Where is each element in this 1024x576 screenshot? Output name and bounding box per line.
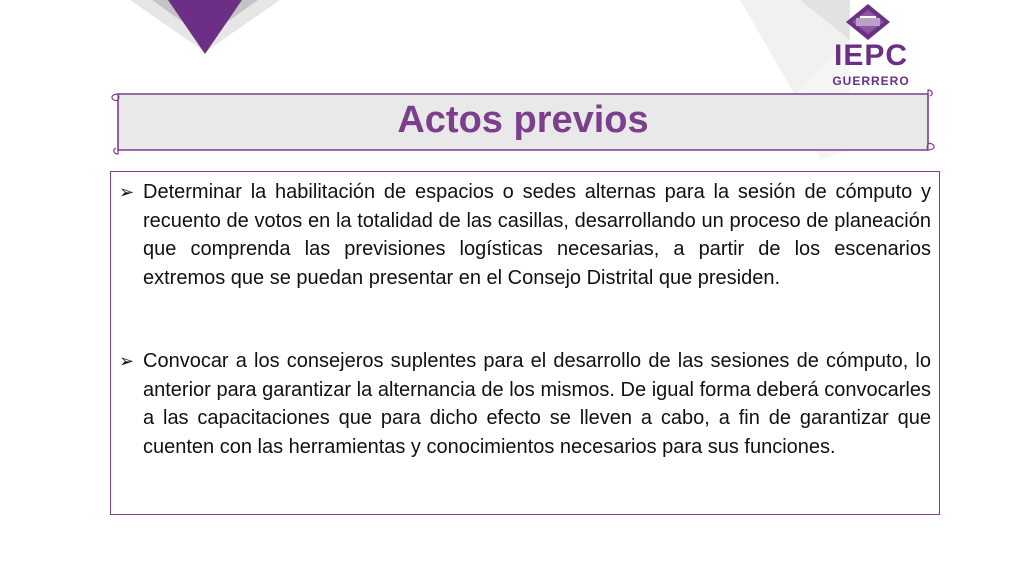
bullet-item (119, 178, 931, 292)
arrow-bullet-icon: ➢ (119, 182, 135, 202)
iepc-emblem-icon (842, 2, 894, 42)
bullet-item (119, 347, 931, 461)
logo-name: IEPC (833, 39, 909, 72)
bullet-text: Convocar a los consejeros suplentes para el desarrollo de las sesiones de cómputo, lo anterior para garantizar la alternancia de los mismos. De igual forma deberá convocarles a las capacitaciones que para dicho efecto se lleven a cabo, a fin de garantizar que cuenten con las herramientas y conocimientos necesarios para sus funciones. (143, 350, 931, 458)
logo-subtitle: GUERRERO (832, 74, 910, 88)
content-box (110, 171, 940, 515)
arrow-bullet-icon: ➢ (119, 351, 135, 371)
top-chevron-decoration (130, 0, 280, 56)
bullet-text: Determinar la habilitación de espacios o sedes alternas para la sesión de cómputo y recuento de votos en la totalidad de las casillas, desarrollando un proceso de planeación que comprenda las previsiones logísticas necesarias, a partir de los escenarios extremos que se puedan presentar en el Consejo Distrital que presiden. (143, 181, 931, 289)
slide-title: Actos previos (397, 99, 649, 141)
